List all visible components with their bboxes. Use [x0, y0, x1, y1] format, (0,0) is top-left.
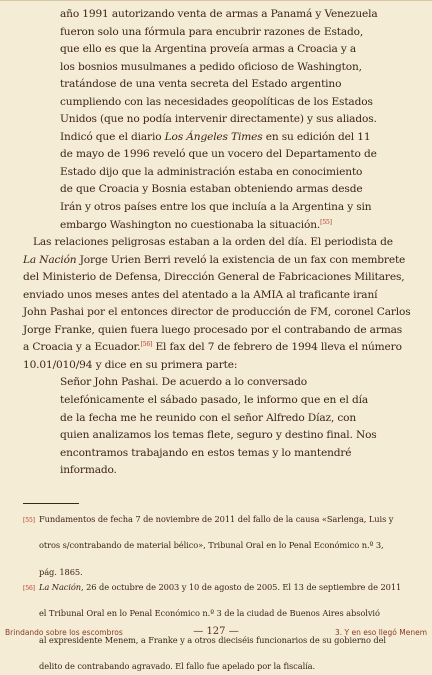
- quote1-line: [23, 217, 411, 235]
- footnote-number[interactable]: [55]: [23, 517, 35, 524]
- page-footer: [0, 624, 432, 640]
- para-line: enviado unos meses antes del atentado a la AMIA al traficante iraní: [23, 288, 378, 301]
- para-line: 10.01/010/94 y dice en su primera parte:: [23, 358, 238, 371]
- quote1-line: fueron solo una fórmula para encubrir razones de Estado,: [60, 25, 364, 38]
- footnote-divider: [23, 503, 79, 504]
- quote1-line: de que Croacia y Bosnia estaban obteniendo armas desde: [60, 183, 363, 196]
- quote2-line: encontramos trabajando en estos temas y lo mantendré: [60, 446, 352, 459]
- para-line: John Pashai por el entonces director de producción de FM, coronel Carlos: [23, 306, 411, 319]
- quote1-line: cumpliendo con las necesidades geopolíticas de los Estados: [60, 95, 373, 108]
- para-line-text: El fax del 7 de febrero de 1994 lleva el número: [152, 341, 402, 354]
- quote1-line: de mayo de 1996 reveló que un vocero del Departamento de: [60, 148, 377, 161]
- footnote-number[interactable]: [56]: [23, 585, 35, 593]
- quote1-line: los bosnios musulmanes a pedido oficioso de Washington,: [60, 60, 362, 73]
- footnote-line: delito de contrabando agravado. El fallo fue apelado por la fiscalía.: [39, 661, 316, 672]
- quote1-line: Unidos (que no podía intervenir directamente) y sus aliados.: [60, 113, 377, 126]
- quote2-line: quien analizamos los temas flete, seguro y destino final. Nos: [60, 429, 377, 442]
- para-line-text: Jorge Urien Berri reveló la existencia de un fax con membrete: [76, 253, 406, 266]
- quote1-line: [23, 129, 411, 147]
- quote2-line: informado.: [60, 464, 117, 477]
- footnote-line: al expresidente Menem, a Franke y a otros dieciséis funcionarios de su gobierno del: [39, 634, 386, 645]
- para-line-text: a Croacia y a Ecuador.: [23, 341, 141, 354]
- footnote-line: el Tribunal Oral en lo Penal Económico n.º 3 de la ciudad de Buenos Aires absolvió: [39, 608, 380, 619]
- footnote-ref-55[interactable]: [55]: [320, 218, 332, 226]
- footnote-line: [39, 581, 401, 594]
- main-text: [23, 6, 411, 480]
- footnote-55: [23, 513, 415, 579]
- quote1-line-head: Indicó que el diario: [60, 130, 165, 143]
- quote1-line: que ello es que la Argentina proveía armas a Croacia y a: [60, 43, 357, 56]
- newspaper-name: La Nación: [23, 253, 77, 266]
- footnotes: [23, 513, 415, 675]
- quote1-line-tail: en su edición del 11: [262, 130, 371, 143]
- footnote-line: Fundamentos de fecha 7 de noviembre de 2011 del fallo de la causa «Sarlenga, Luis y: [39, 514, 394, 524]
- footnote-ref-56[interactable]: [56]: [140, 341, 153, 349]
- quote1-line: Irán y otros países entre los que incluía a la Argentina y sin: [60, 201, 372, 214]
- para-line: del Ministerio de Defensa, Dirección General de Fabricaciones Militares,: [23, 271, 405, 284]
- quote1-line: año 1991 autorizando venta de armas a Panamá y Venezuela: [60, 8, 378, 20]
- para-line: Jorge Franke, quien fuera luego procesado por el contrabando de armas: [23, 323, 403, 336]
- block-quote-2: [23, 374, 411, 479]
- book-title: Brindando sobre los escombros: [5, 628, 123, 637]
- newspaper-name: La Nación: [39, 582, 82, 593]
- newspaper-name: Los Ángeles Times: [164, 130, 263, 143]
- para-line: [23, 252, 411, 270]
- footnote-line: pág. 1865.: [39, 566, 83, 577]
- quote2-line: de la fecha me he reunido con el señor Alfredo Díaz, con: [60, 411, 357, 424]
- footnote-line-text: , 26 de octubre de 2003 y 10 de agosto de 2005. El 13 de septiembre de 2011: [81, 582, 402, 593]
- quote1-line: tratándose de una venta secreta del Estado argentino: [60, 78, 342, 91]
- footnote-line: otros s/contrabando de material bélico», Tribunal Oral en lo Penal Económico n.º 3,: [39, 540, 384, 551]
- quote2-line: Señor John Pashai. De acuerdo a lo conversado: [60, 376, 307, 389]
- quote1-line: Estado dijo que la administración estaba en conocimiento: [60, 165, 363, 178]
- block-quote-1: [23, 6, 411, 234]
- quote1-line-text: embargo Washington no cuestionaba la situación.: [60, 218, 321, 231]
- footnote-text: [39, 513, 393, 579]
- paragraph: [23, 234, 411, 374]
- quote2-line: telefónicamente el sábado pasado, le informo que en el día: [60, 394, 369, 407]
- page-number: — 127 —: [193, 626, 239, 637]
- para-line: Las relaciones peligrosas estaban a la orden del día. El periodista de: [33, 236, 393, 249]
- para-line: [23, 339, 411, 357]
- chapter-title: 3. Y en eso llegó Menem: [334, 628, 427, 637]
